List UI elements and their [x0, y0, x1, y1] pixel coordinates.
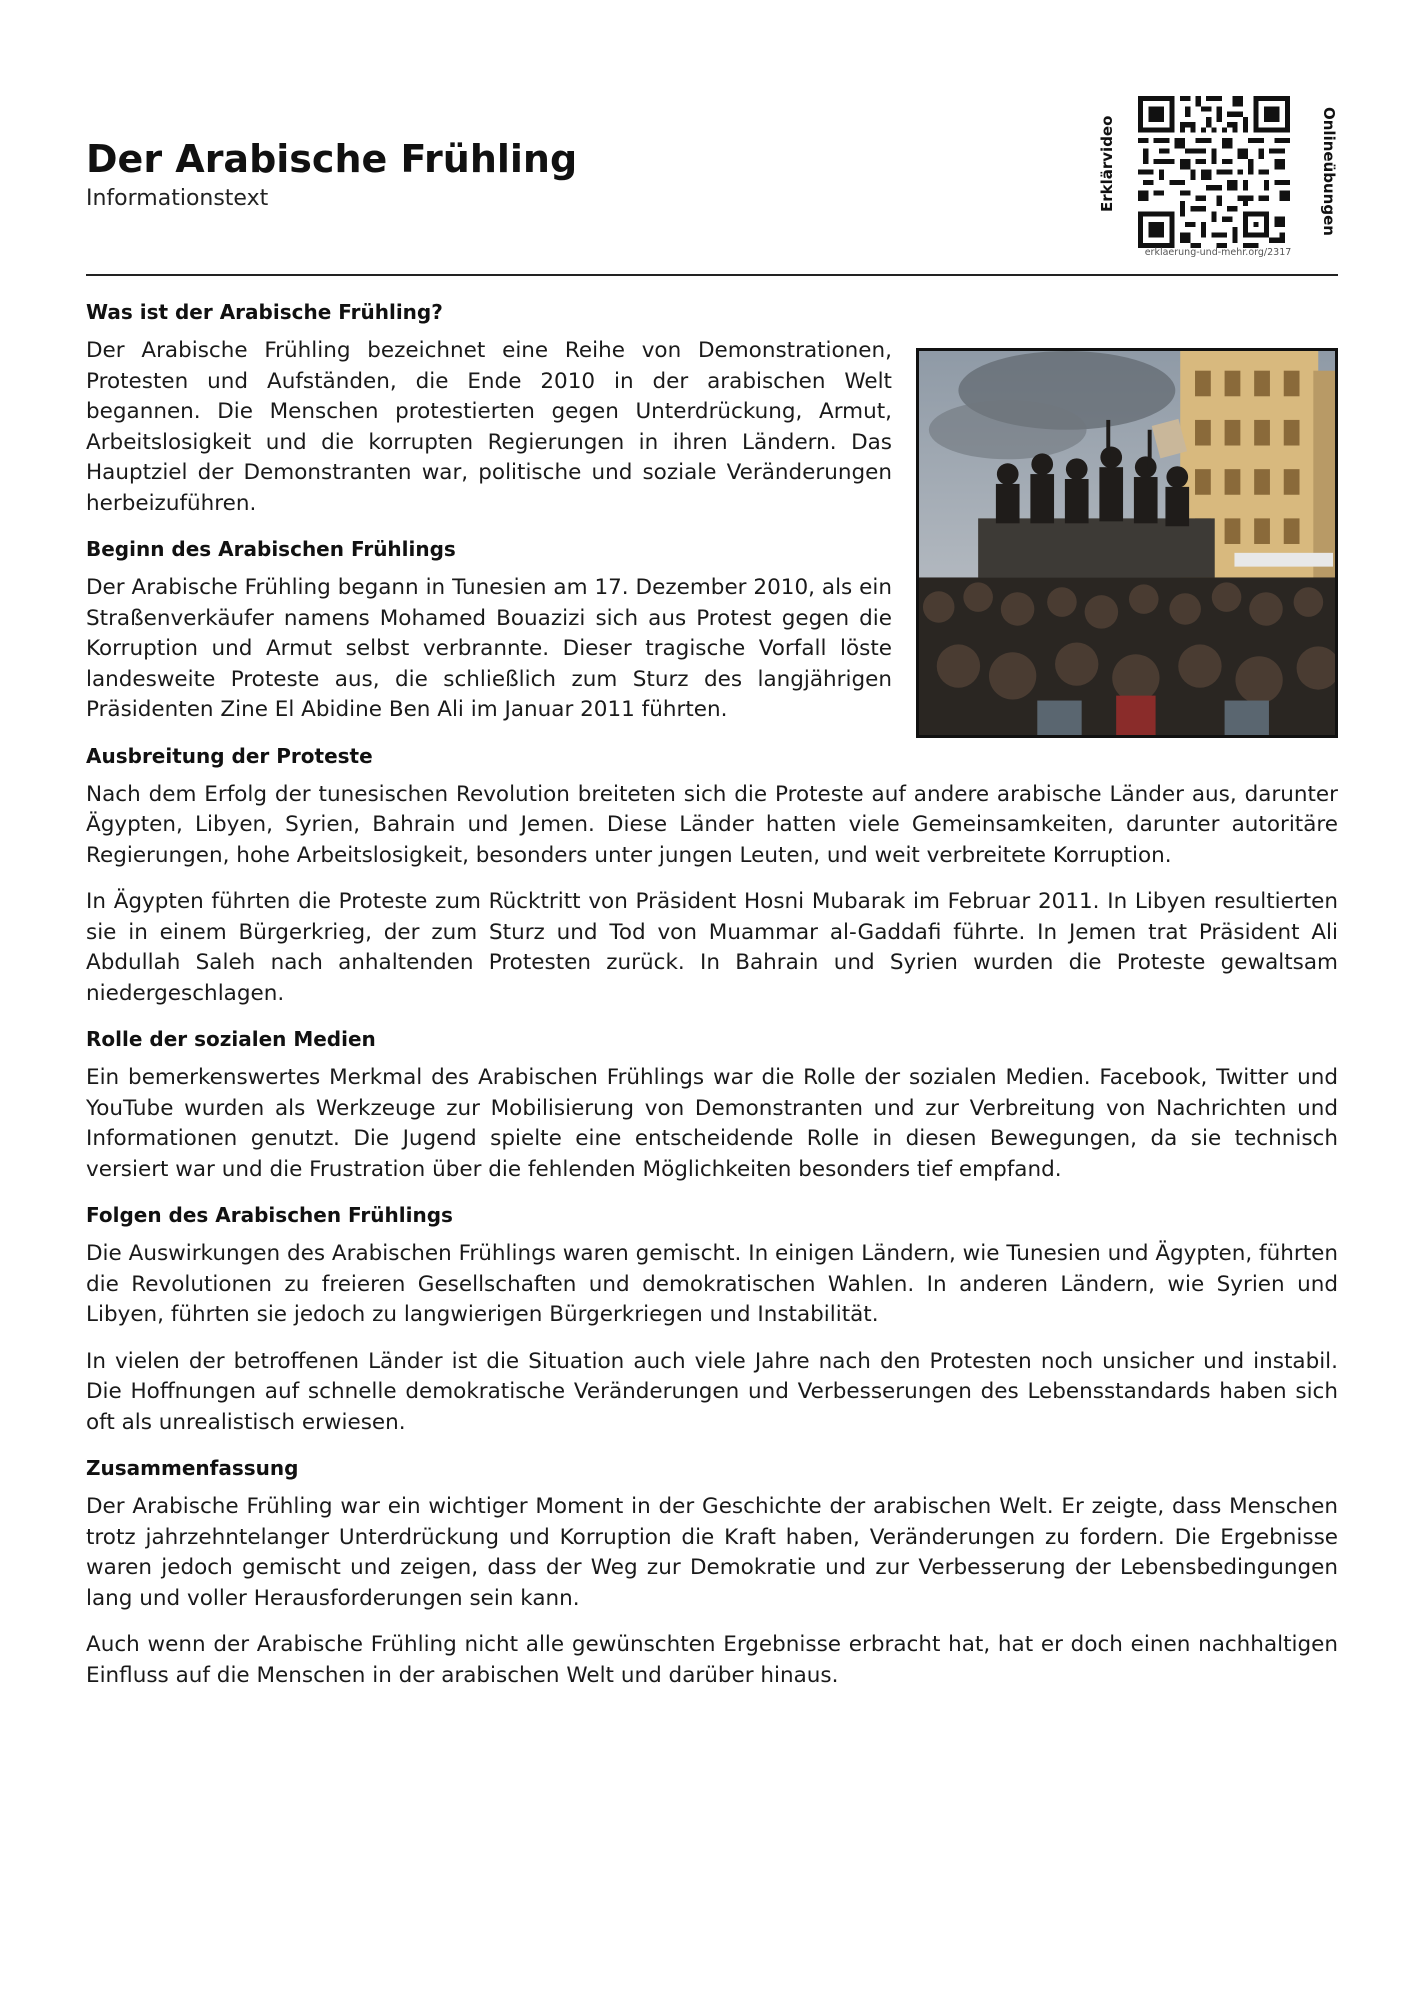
page-subtitle: Informationstext — [86, 185, 269, 211]
page-title: Der Arabische Frühling — [86, 137, 578, 181]
section-heading: Zusammenfassung — [86, 1456, 299, 1480]
section-heading: Ausbreitung der Proteste — [86, 743, 373, 768]
qr-label-exercises: Onlineübungen — [1320, 106, 1338, 236]
protest-photo-illustration — [919, 351, 1335, 735]
paragraph: Ein bemerkenswertes Merkmal des Arabischen Frühlings war die Rolle der sozialen Medien. Facebook, Twitter und YouTube wurden als Werkzeuge zur Mobilisierung von Demonstranten und zur Verbreitung von Nachrichten und Informationen genutzt. Die Jugend spielte eine entscheidende Rolle in diesen Bewegungen, da sie technisch versiert war und die Frustration über die fehlenden Möglichkeiten besonders tief empfand. — [86, 1065, 1338, 1182]
qr-code-icon[interactable] — [1138, 96, 1290, 248]
paragraph: In Ägypten führten die Proteste zum Rücktritt von Präsident Hosni Mubarak im Februar 2011. In Libyen resultierten sie in einem Bürgerkrieg, der zum Sturz und Tod von Muammar al-Gaddafi führte. In Jemen trat Präsident Ali Abdullah Saleh nach anhaltenden Protesten zurück. In Bahrain und Syrien wurden die Proteste gewaltsam niedergeschlagen. — [86, 889, 1338, 1006]
header — [86, 138, 1086, 211]
section-heading: Beginn des Arabischen Frühlings — [86, 537, 456, 561]
article-body — [86, 290, 1338, 1707]
paragraph: Der Arabische Frühling begann in Tunesien am 17. Dezember 2010, als ein Straßenverkäufer namens Mohamed Bouazizi sich aus Protest gegen die Korruption und Armut selbst verbrannte. Dieser tragische Vorfall löste landesweite Proteste aus, die schließlich zum Sturz des langjährigen Präsidenten Zine El Abidine Ben Ali im Januar 2011 führten. — [86, 575, 892, 722]
qr-label-video: Erklärvideo — [1098, 115, 1116, 213]
section-heading: Folgen des Arabischen Frühlings — [86, 1203, 453, 1227]
protest-photo — [916, 348, 1338, 738]
section-heading: Rolle der sozialen Medien — [86, 1027, 376, 1051]
header-divider — [86, 274, 1338, 276]
paragraph: Auch wenn der Arabische Frühling nicht alle gewünschten Ergebnisse erbracht hat, hat er doch einen nachhaltigen Einfluss auf die Menschen in der arabischen Welt und darüber hinaus. — [86, 1632, 1338, 1688]
paragraph: Der Arabische Frühling war ein wichtiger Moment in der Geschichte der arabischen Welt. Er zeigte, dass Menschen trotz jahrzehntelanger Unterdrückung und Korruption die Kraft haben, Veränderungen zu fordern. Die Ergebnisse waren jedoch gemischt und zeigen, dass der Weg zur Demokratie und zur Verbesserung der Lebensbedingungen lang und voller Herausforderungen sein kann. — [86, 1494, 1338, 1611]
paragraph: Der Arabische Frühling bezeichnet eine Reihe von Demonstrationen, Protesten und Aufständen, die Ende 2010 in der arabischen Welt begannen. Die Menschen protestierten gegen Unterdrückung, Armut, Arbeitslosigkeit und die korrupten Regierungen in ihren Ländern. Das Hauptziel der Demonstranten war, politische und soziale Veränderungen herbeizuführen. — [86, 338, 892, 516]
section-heading: Was ist der Arabische Frühling? — [86, 300, 443, 324]
paragraph: Die Auswirkungen des Arabischen Frühlings waren gemischt. In einigen Ländern, wie Tunesien und Ägypten, führten die Revolutionen zu freieren Gesellschaften und demokratischen Wahlen. In anderen Ländern, wie Syrien und Libyen, führten sie jedoch zu langwierigen Bürgerkriegen und Instabilität. — [86, 1241, 1338, 1327]
qr-url[interactable]: erklaerung-und-mehr.org/2317 — [1144, 247, 1292, 258]
qr-block — [1098, 92, 1338, 262]
paragraph: In vielen der betroffenen Länder ist die Situation auch viele Jahre nach den Protesten noch unsicher und instabil. Die Hoffnungen auf schnelle demokratische Veränderungen und Verbesserungen des Lebensstandards haben sich oft als unrealistisch erwiesen. — [86, 1348, 1338, 1435]
paragraph: Nach dem Erfolg der tunesischen Revolution breiteten sich die Proteste auf andere arabische Länder aus, darunter Ägypten, Libyen, Syrien, Bahrain und Jemen. Diese Länder hatten viele Gemeinsamkeiten, darunter autoritäre Regierungen, hohe Arbeitslosigkeit, besonders unter jungen Leuten, und weit verbreitete Korruption. — [86, 781, 1338, 868]
